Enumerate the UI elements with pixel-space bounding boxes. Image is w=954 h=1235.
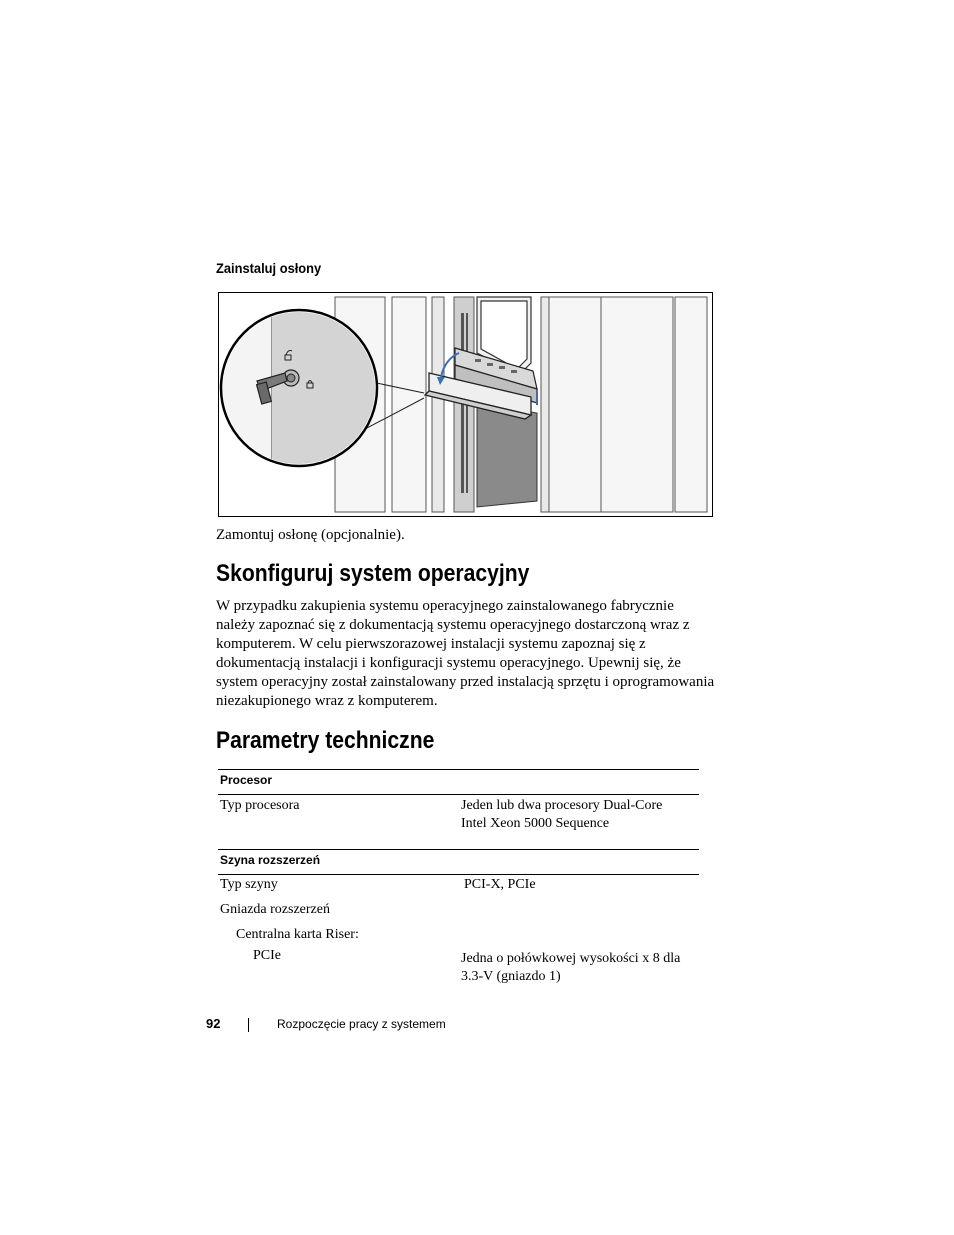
spec-value-processor-line1: Jeden lub dwa procesory Dual-Core <box>461 798 663 813</box>
figure-caption: Zamontuj osłonę (opcjonalnie). <box>216 527 405 543</box>
spec-value-pcie-line2: 3.3-V (gniazdo 1) <box>461 969 561 984</box>
spec-label-bus-type: Typ szyny <box>220 877 278 892</box>
table-rule-bus <box>218 849 699 850</box>
table-rule-processor <box>218 794 699 795</box>
table-rule-top <box>218 769 699 770</box>
spec-value-pcie-line1: Jedna o połówkowej wysokości x 8 dla <box>461 951 681 966</box>
table-rule-bus-bottom <box>218 874 699 875</box>
illustration-svg <box>219 293 712 516</box>
page-number: 92 <box>206 1016 221 1031</box>
spec-label-pcie: PCIe <box>253 948 281 963</box>
spec-label-slots: Gniazda rozszerzeń <box>220 902 330 917</box>
spec-label-riser: Centralna karta Riser: <box>236 927 359 942</box>
spec-value-bus-type: PCI-X, PCIe <box>464 877 536 892</box>
spec-label-processor-type: Typ procesora <box>220 798 300 813</box>
section-heading-install-bezel: Zainstaluj osłony <box>216 260 322 276</box>
spec-section-processor: Procesor <box>220 773 273 787</box>
heading-configure-os: Skonfiguruj system operacyjny <box>216 560 530 587</box>
footer-divider <box>248 1018 249 1032</box>
footer-title: Rozpoczęcie pracy z systemem <box>277 1017 446 1031</box>
spec-section-bus: Szyna rozszerzeń <box>220 853 321 867</box>
rack-cabinet-shadow <box>477 403 537 507</box>
os-paragraph: W przypadku zakupienia systemu operacyjnego zainstalowanego fabrycznie należy zapoznać się z dokumentacją systemu operacyjnego dostarczoną wraz z komputerem. W celu pierwszorazowej instalacji systemu zapoznaj się z dokumentacją instalacji i konfiguracji systemu operacyjnego. Upewnij się, że system operacyjny został zainstalowany przed instalacją sprzętu i oprogramowania niezakupionego wraz z komputerem. <box>216 598 715 709</box>
bezel-installation-illustration <box>218 292 713 517</box>
heading-technical-specs: Parametry techniczne <box>216 727 435 754</box>
spec-value-processor-line2: Intel Xeon 5000 Sequence <box>461 816 610 831</box>
